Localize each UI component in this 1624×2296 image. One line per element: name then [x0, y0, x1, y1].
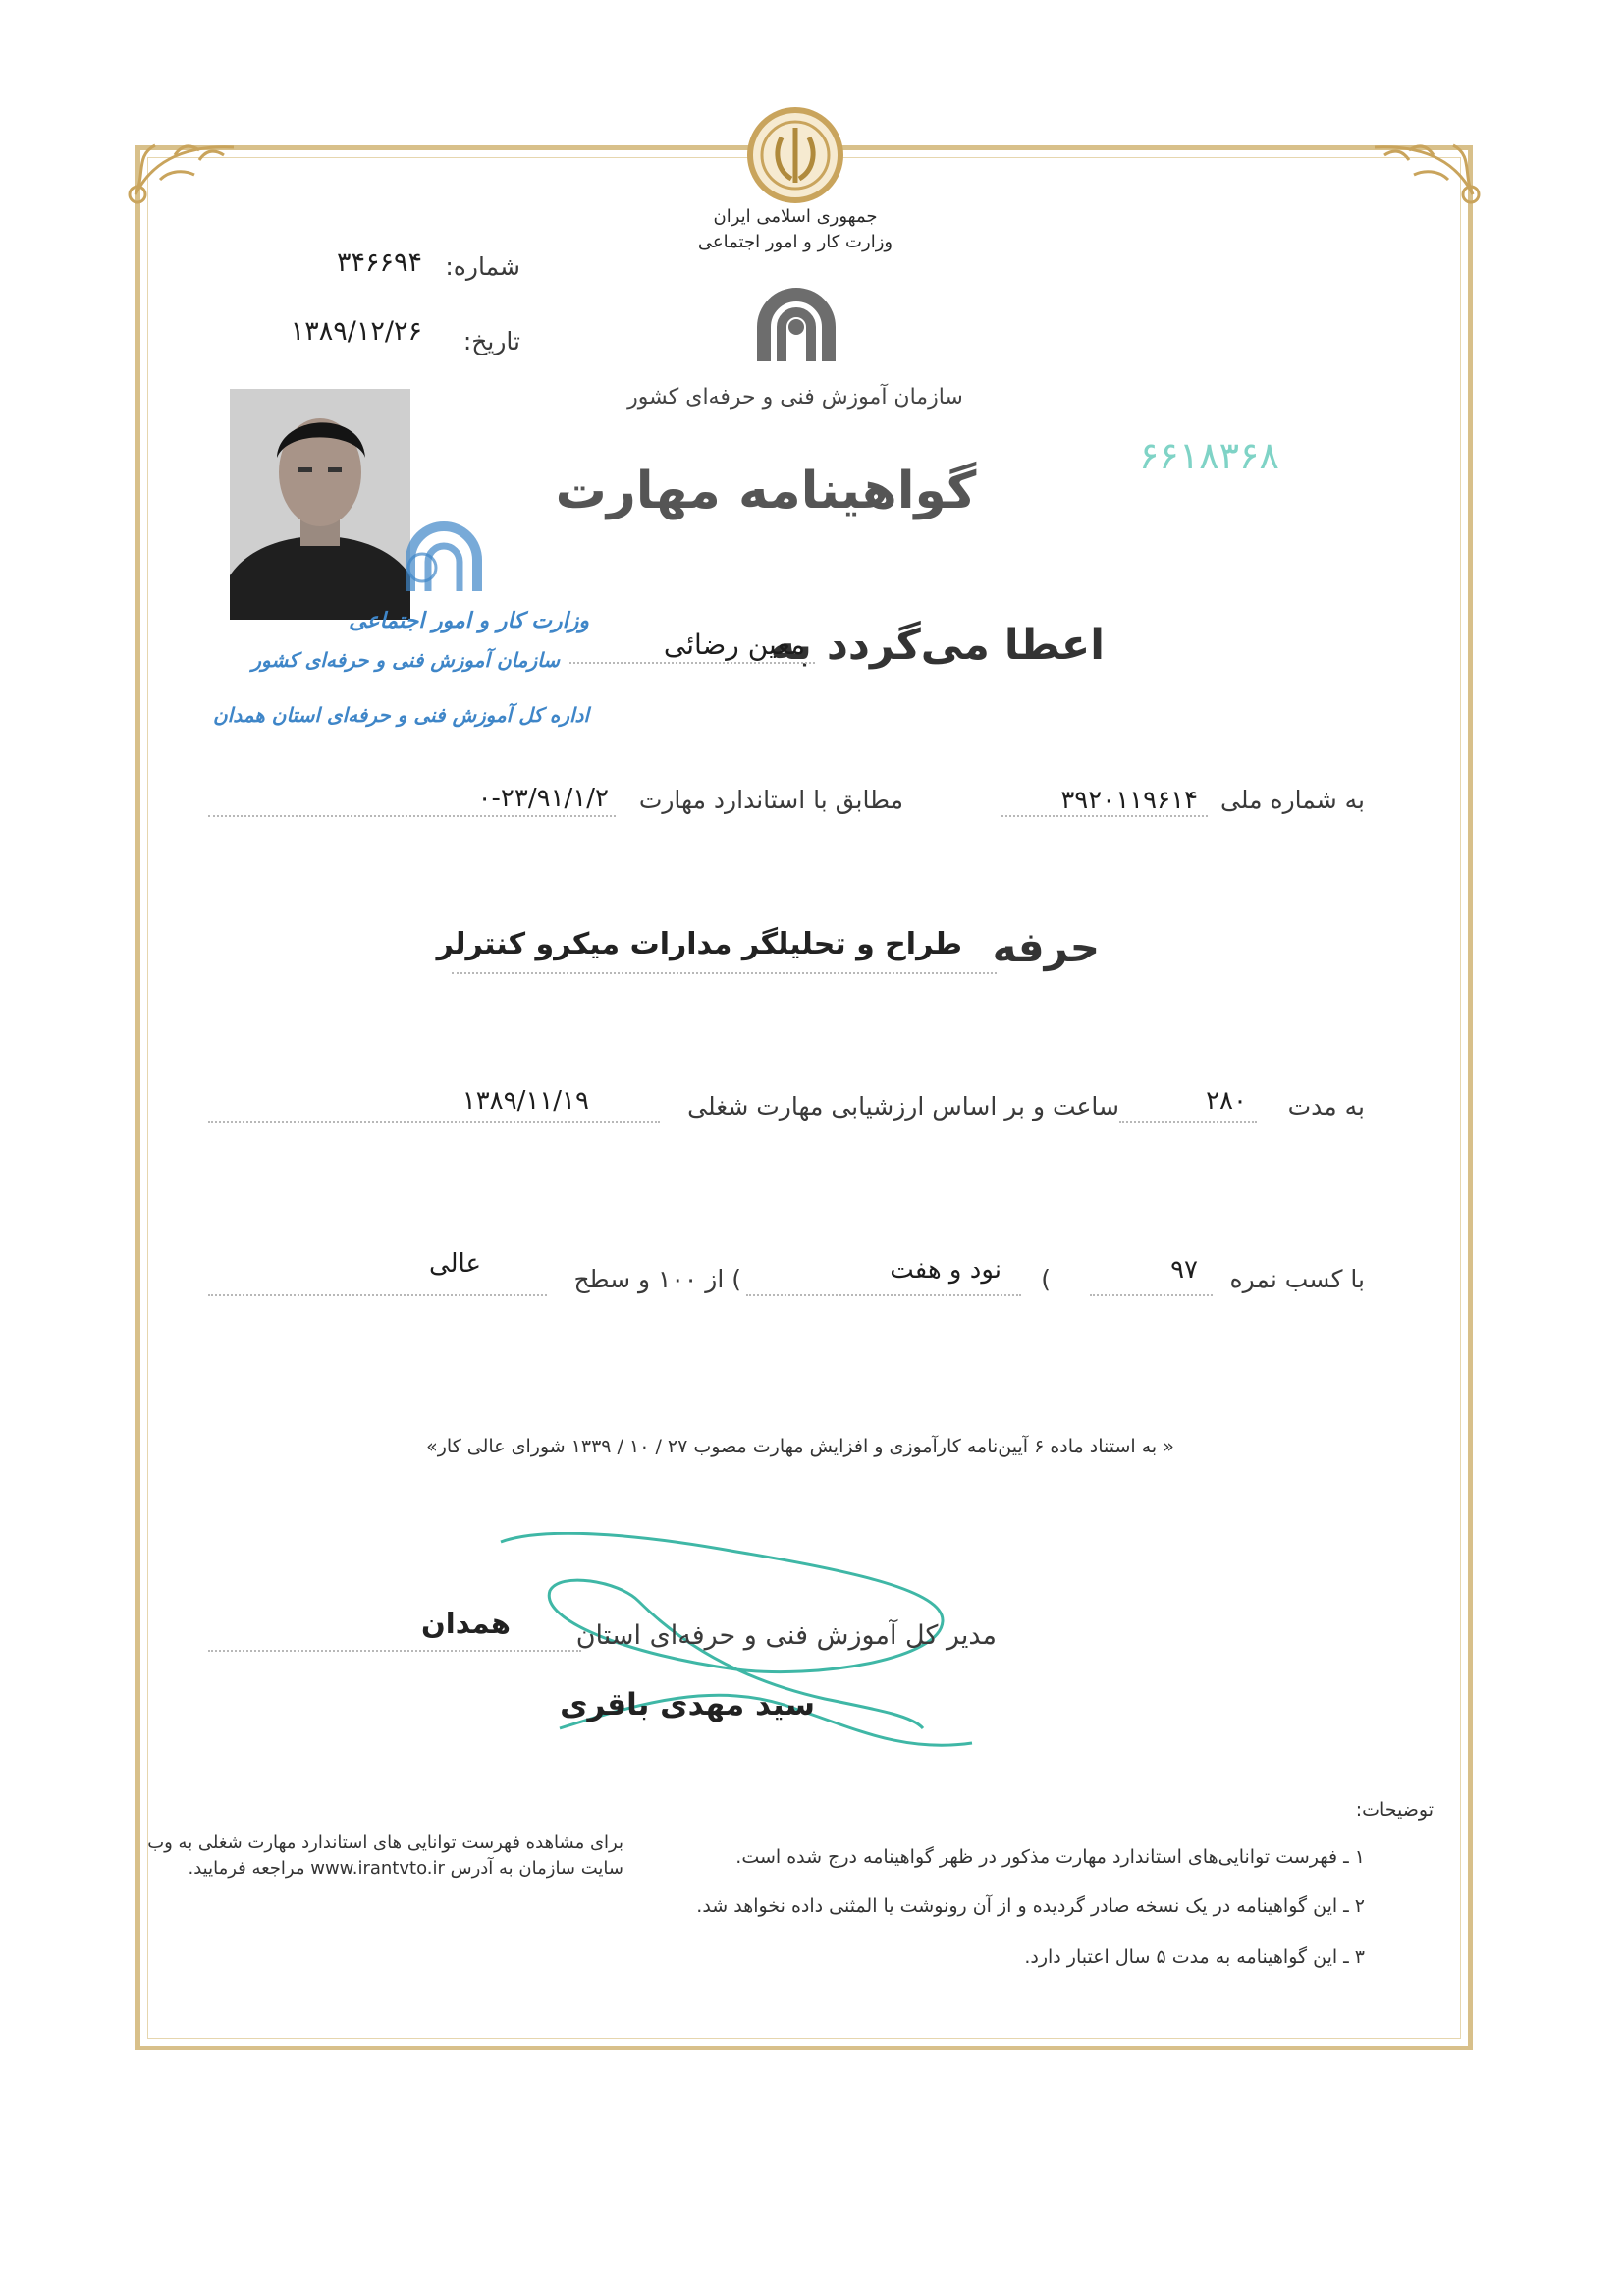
stamp-line-2: سازمان آموزش فنی و حرفه‌ای کشور [251, 648, 560, 672]
duration-hours: ۲۸۰ [1206, 1086, 1247, 1116]
score-value: ۹۷ [1170, 1255, 1198, 1285]
stamp-line-3: اداره کل آموزش فنی و حرفه‌ای استان همدان [212, 703, 589, 727]
assessment-dotted-line [208, 1121, 660, 1123]
director-province: همدان [421, 1607, 511, 1640]
profession-label: حرفه [992, 923, 1100, 971]
date-label: تاریخ: [462, 327, 520, 355]
number-label: شماره: [445, 252, 520, 281]
assessment-label: ساعت و بر اساس ارزشیابی مهارت شغلی [687, 1092, 1119, 1121]
score-level: عالی [428, 1249, 481, 1279]
republic-text: جمهوری اسلامی ایران [713, 206, 878, 227]
stamp-line-1: وزارت کار و امور اجتماعی [349, 609, 589, 633]
national-id-label: به شماره ملی [1220, 786, 1365, 814]
note-item-2: ۲ ـ این گواهینامه در یک نسخه صادر گردیده و از آن رونوشت یا المثنی داده نخواهد شد. [696, 1895, 1365, 1917]
assessment-date: ۱۳۸۹/۱۱/۱۹ [461, 1086, 589, 1116]
director-dotted-line [208, 1650, 581, 1652]
standard-label: مطابق با استاندارد مهارت [638, 786, 903, 814]
person-portrait-icon [230, 389, 410, 620]
website-line-2: سایت سازمان به آدرس www.irantvto.ir مراجعه فرمایید. [188, 1858, 623, 1879]
duration-dotted-line [1119, 1121, 1257, 1123]
serial-number: ۶۶۱۸۳۶۸ [1139, 434, 1279, 477]
director-label: مدیر کل آموزش فنی و حرفه‌ای استان [575, 1620, 997, 1651]
director-name: سید مهدی باقری [560, 1687, 815, 1722]
score-words: نود و هفت [890, 1255, 1001, 1285]
score-label: با کسب نمره [1229, 1265, 1365, 1293]
certificate-title: گواهینامه مهارت [555, 462, 977, 520]
organization-text: سازمان آموزش فنی و حرفه‌ای کشور [627, 385, 963, 410]
website-line-1: برای مشاهده فهرست توانایی های استاندارد مهارت شغلی به وب [147, 1832, 623, 1853]
level-dotted-line [208, 1294, 547, 1296]
corner-ornament-left-icon [116, 126, 244, 214]
standard-dotted-line [208, 815, 616, 817]
duration-label: به مدت [1287, 1092, 1365, 1121]
national-id-value: ۳۹۲۰۱۱۹۶۱۴ [1060, 786, 1198, 815]
note-item-1: ۱ ـ فهرست توانایی‌های استاندارد مهارت مذکور در ظهر گواهینامه درج شده است. [735, 1846, 1365, 1868]
ministry-text: وزارت کار و امور اجتماعی [697, 232, 893, 252]
profession-value: طراح و تحلیلگر مدارات میکرو کنترلر [436, 927, 962, 961]
date-value: ۱۳۸۹/۱۲/۲۶ [290, 316, 422, 347]
corner-ornament-right-icon [1365, 126, 1492, 214]
score-dotted-line [1090, 1294, 1213, 1296]
score-out-of-label: ) از ۱۰۰ و سطح [573, 1265, 741, 1293]
number-value: ۳۴۶۶۹۴ [336, 247, 422, 278]
grant-label: اعطا می‌گردد به [770, 621, 1105, 670]
stamp-logo-icon [393, 511, 501, 599]
regulation-text: « به استناد ماده ۶ آیین‌نامه کارآموزی و افزایش مهارت مصوب ۲۷ / ۱۰ / ۱۳۳۹ شورای عالی کار» [426, 1436, 1174, 1457]
score-open-paren: ( [1041, 1265, 1051, 1293]
tvto-logo-icon [742, 273, 850, 371]
holder-photo [230, 389, 410, 620]
grant-dotted-line [569, 662, 815, 664]
score-words-dotted-line [746, 1294, 1021, 1296]
note-item-3: ۳ ـ این گواهینامه به مدت ۵ سال اعتبار دارد. [1024, 1946, 1365, 1968]
national-id-dotted-line [1001, 815, 1208, 817]
iran-emblem-icon [746, 106, 844, 204]
profession-dotted-line [452, 972, 997, 974]
signature-icon [481, 1532, 992, 1787]
notes-title: توضیحات: [1355, 1799, 1434, 1821]
standard-value: ۰-۲۳/۹۱/۱/۲ [477, 784, 609, 813]
holder-name: معین رضائی [663, 629, 805, 661]
